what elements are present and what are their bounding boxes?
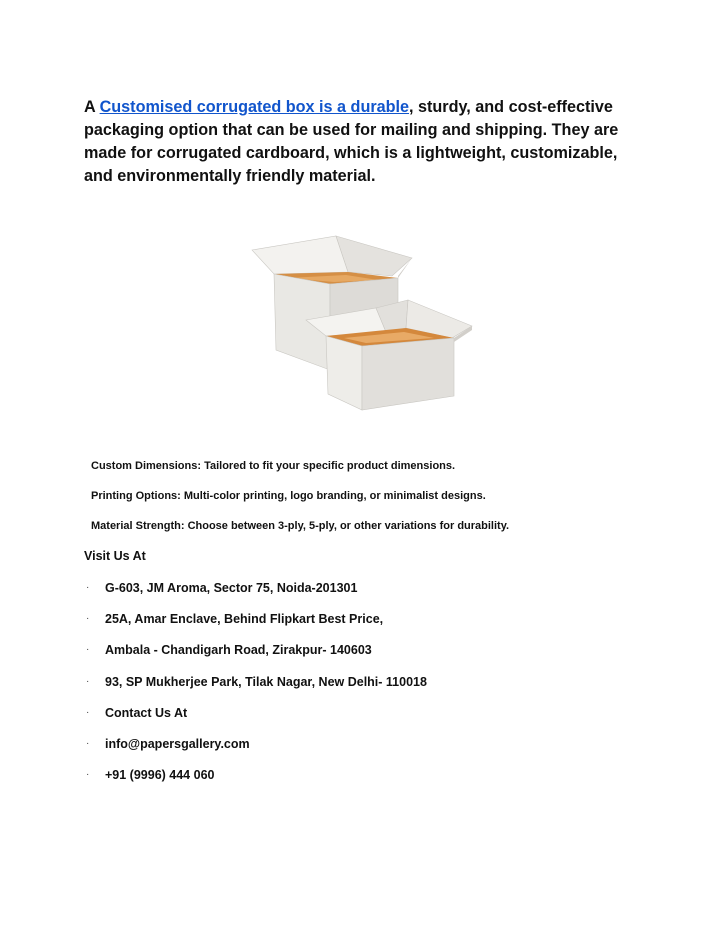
contact-text: +91 (9996) 444 060	[105, 768, 215, 783]
contact-item-zirakpur-address-line1	[84, 611, 427, 642]
bullet-icon: ·	[86, 613, 90, 625]
feature-material-strength: Material Strength: Choose between 3-ply, 5-ply, or other variations for durability.	[91, 520, 510, 532]
bullet-icon: ·	[86, 769, 90, 781]
contact-item-noida-address	[84, 580, 427, 611]
intro-paragraph	[84, 96, 644, 188]
contact-item-heading	[84, 705, 427, 736]
contact-text: 93, SP Mukherjee Park, Tilak Nagar, New Delhi- 110018	[105, 674, 427, 689]
visit-us-heading: Visit Us At	[84, 549, 146, 563]
bullet-icon: ·	[86, 737, 90, 749]
contact-text: Contact Us At	[105, 705, 188, 720]
contact-item-email	[84, 736, 427, 767]
contact-text: Ambala - Chandigarh Road, Zirakpur- 140603	[105, 643, 372, 658]
contact-item-phone	[84, 767, 427, 798]
contact-item-delhi-address	[84, 674, 427, 705]
small-box-graphic	[306, 300, 472, 410]
feature-custom-dimensions: Custom Dimensions: Tailored to fit your specific product dimensions.	[91, 460, 456, 472]
contact-text: G-603, JM Aroma, Sector 75, Noida-201301	[105, 581, 358, 595]
feature-printing-options: Printing Options: Multi-color printing, logo branding, or minimalist designs.	[91, 490, 486, 502]
bullet-icon: ·	[86, 582, 90, 593]
intro-rest: , sturdy, and cost-effective packaging option that can be used for mailing and shipping. They are made for corrugated cardboard, which is a lightweight, customizable, and environmentally friendly material.	[84, 98, 619, 185]
contact-list	[84, 580, 427, 798]
features-list	[91, 459, 509, 549]
intro-prefix: A	[84, 98, 100, 116]
contact-item-zirakpur-address-line2	[84, 642, 427, 673]
bullet-icon: ·	[86, 706, 90, 718]
customised-box-link[interactable]: Customised corrugated box is a durable	[99, 98, 410, 116]
bullet-icon: ·	[86, 675, 90, 687]
contact-text: 25A, Amar Enclave, Behind Flipkart Best Price,	[105, 612, 384, 627]
corrugated-boxes-image	[248, 228, 478, 418]
bullet-icon: ·	[86, 644, 90, 656]
contact-text: info@papersgallery.com	[105, 736, 250, 751]
